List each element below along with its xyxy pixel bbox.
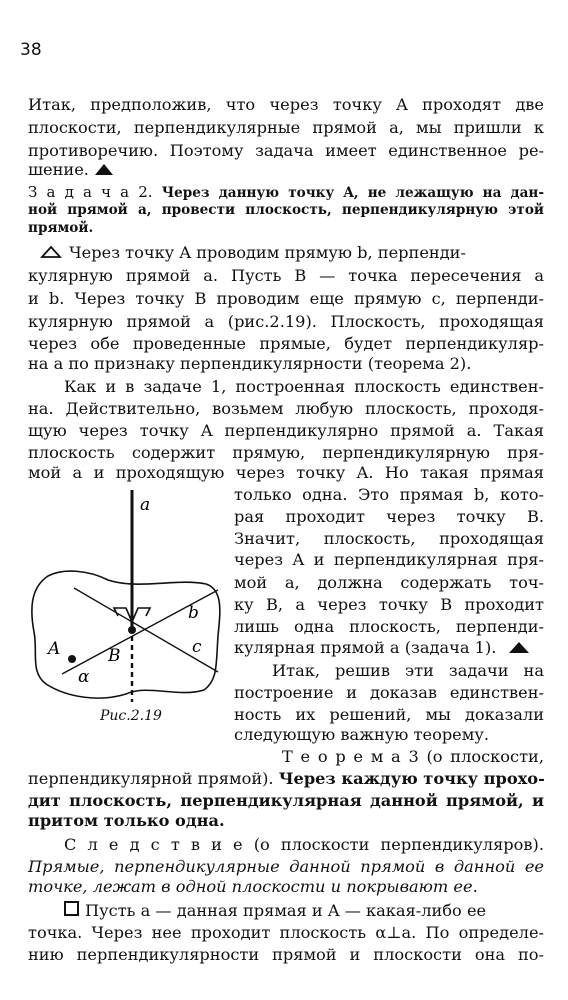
p3-narrow-line-6: ку B, а через точку B проходит [234,595,544,614]
theorem-heading: Т е о р е м а 3 [282,747,419,766]
theorem-line-4: притом только одна. [28,811,225,830]
theorem-name-cont: перпендикулярной прямой). [28,769,274,788]
p2-line-5: через обе проведенные прямые, будет перпендикуляр- [28,334,544,353]
plane-alpha-outline [32,571,220,698]
p1-line-4-text: шение. [28,160,89,179]
page-number: 38 [20,40,42,60]
solution-start-outline-triangle-icon [40,245,62,259]
p5-line-1-text: Пусть a — данная прямая и A — какая-либо ее [85,901,487,920]
p3-narrow-line-5: мой a, должна содержать точ- [234,573,544,592]
p4-narrow-line-3: ность их решений, мы доказали [234,705,544,724]
label-b: b [188,603,199,623]
p1-line-1: Итак, предположив, что через точку A проходят две [28,95,544,114]
p2-line-1-text: Через точку A проводим прямую b, перпенди- [69,243,466,262]
corollary-heading: С л е д с т в и е [64,835,243,854]
p4-narrow-line-2: построение и доказав единствен- [234,683,544,702]
theorem-line-2 [28,768,544,790]
p2-line-2: кулярную прямой a. Пусть B — точка пересечения a [28,266,544,285]
line-c [74,588,218,672]
p3-line-3: щую через точку A перпендикулярно прямой a. Такая [28,421,544,440]
corollary-line-3: точке, лежат в одной плоскости и покрывают ее. [28,877,478,896]
point-A [68,655,76,663]
p3-narrow-line-2: рая проходит через точку B. [234,507,544,526]
p4-narrow-line-1: Итак, решив эти задачи на [272,661,544,680]
task2-line-2: ной прямой a, провести плоскость, перпендикулярную этой [28,202,544,218]
label-A: A [48,639,61,659]
p3-line-4: плоскость содержит прямую, перпендикулярную пря- [28,443,544,462]
task2-heading: З а д а ч а 2. [28,183,153,201]
label-B: B [108,646,121,666]
label-alpha: α [78,667,90,687]
p5-line-1 [64,900,544,922]
p3-narrow-line-8-text: кулярная прямой a (задача 1). [234,638,497,657]
task2-line-3: прямой. [28,220,94,236]
p3-narrow-line-8 [234,637,544,659]
p5-line-3: нию перпендикулярности прямой и плоскости она по- [28,945,544,964]
p1-line-4 [28,159,544,181]
p3-line-5: мой a и проходящую через точку A. Но такая прямая [28,463,544,482]
corollary-line-1 [64,834,544,856]
p3-narrow-line-1: только одна. Это прямая b, кото- [234,485,544,504]
corollary-name: (о плоскости перпендикуляров). [253,835,544,854]
p2-line-1 [28,242,544,264]
p3-narrow-line-7: лишь одна плоскость, перпенди- [234,617,544,636]
figure-2-19 [28,484,228,734]
p3-line-1: Как и в задаче 1, построенная плоскость единствен- [64,377,544,396]
point-B [128,626,136,634]
p3-line-2: на. Действительно, возьмем любую плоскость, проходя- [28,399,544,418]
p4-narrow-line-4: следующую важную теорему. [234,725,490,744]
task2-text-1: Через данную точку A, не лежащую на дан- [161,185,545,201]
end-of-solution-filled-triangle-icon [508,640,530,654]
p5-line-2: точка. Через нее проходит плоскость α⊥a. По определе- [28,923,544,942]
right-angle-mark-right [132,608,150,622]
theorem-name: (о плоскости, [426,747,544,766]
p2-line-4: кулярную прямой a (рис.2.19). Плоскость, проходящая [28,312,544,331]
corollary-line-2: Прямые, перпендикулярные данной прямой в данной ее [28,857,544,876]
theorem-line-1 [282,746,544,768]
figure-caption: Рис.2.19 [100,708,162,724]
label-a-top: a [140,495,151,515]
end-of-solution-filled-triangle-icon [94,162,114,176]
p3-narrow-line-4: через A и перпендикулярная пря- [234,550,544,569]
p2-line-6: на a по признаку перпендикулярности (теорема 2). [28,354,472,373]
p3-narrow-line-3: Значит, плоскость, проходящая [234,529,544,548]
p2-line-3: и b. Через точку B проводим еще прямую c, перпенди- [28,289,544,308]
p1-line-3: противоречию. Поэтому задача имеет единственное ре- [28,141,544,160]
proof-start-square-icon [64,901,79,916]
theorem-statement-1: Через каждую точку прохо- [278,769,545,788]
theorem-line-3: дит плоскость, перпендикулярная данной прямой, и [28,791,544,810]
label-c: c [192,637,202,657]
p1-line-2: плоскости, перпендикулярные прямой a, мы пришли к [28,118,544,137]
